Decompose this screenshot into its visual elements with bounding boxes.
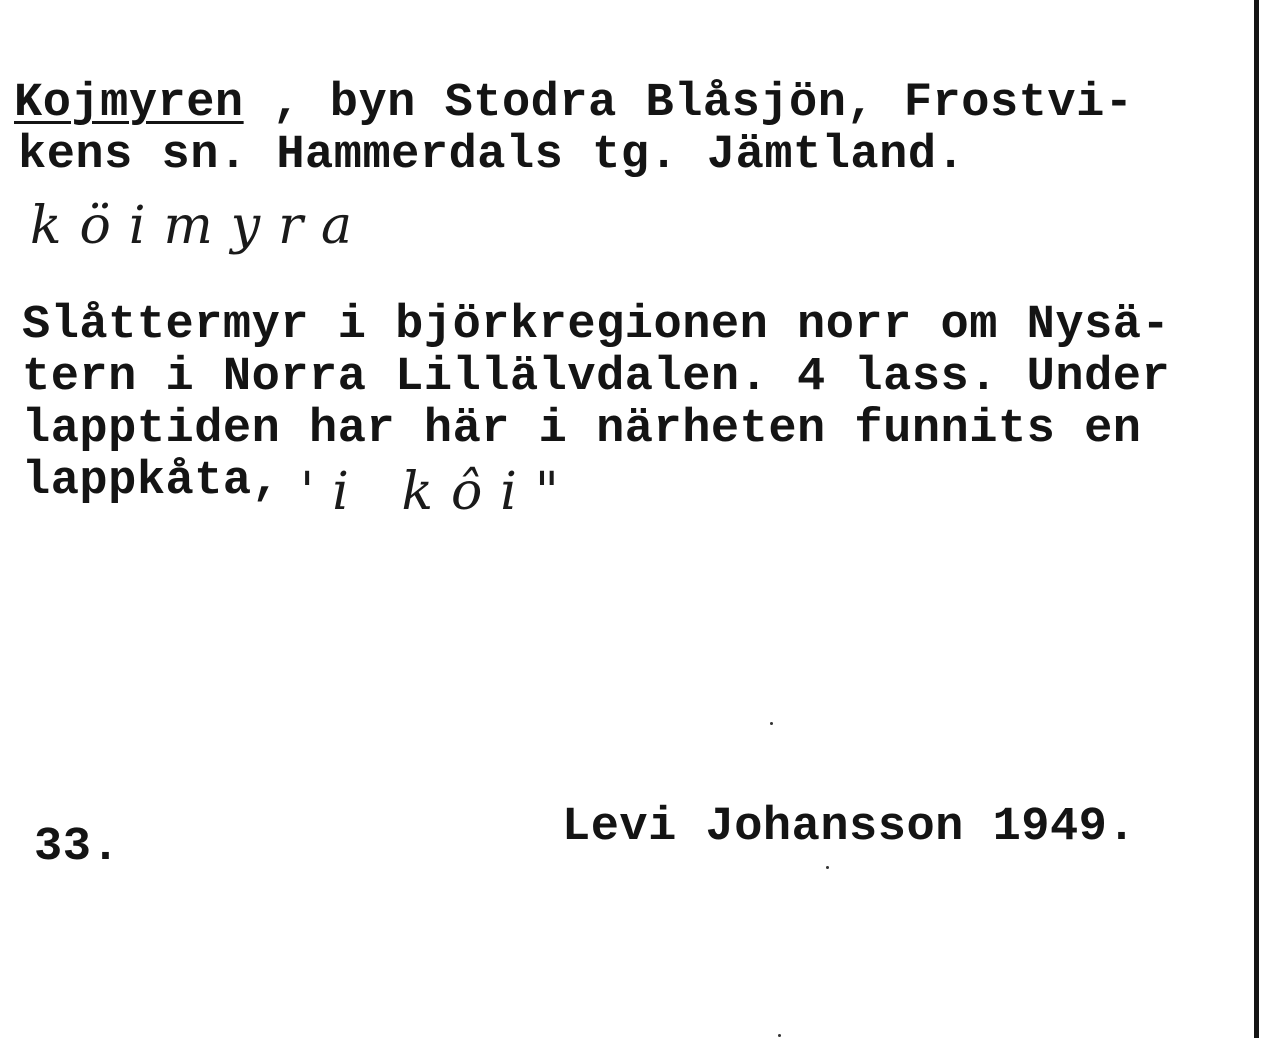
- scan-speck: [826, 866, 829, 869]
- description-line-1: Slåttermyr i björkregionen norr om Nysä-: [22, 299, 1171, 352]
- scan-speck: [778, 1034, 781, 1037]
- heading-location: , byn Stodra Blåsjön, Frostvi-: [243, 77, 1134, 130]
- card-edge-border: [1254, 0, 1259, 1038]
- handwritten-quote: 'i kôi": [300, 462, 577, 522]
- place-name: Kojmyren: [14, 77, 244, 130]
- card-number: 33.: [34, 821, 121, 874]
- scan-speck: [770, 722, 773, 725]
- heading-line-2: kens sn. Hammerdals tg. Jämtland.: [18, 129, 966, 182]
- heading-line-1: [14, 78, 1133, 130]
- author-and-year: Levi Johansson 1949.: [562, 801, 1137, 854]
- description-line-2: tern i Norra Lillälvdalen. 4 lass. Under: [22, 351, 1171, 404]
- description-line-4: lappkåta,: [22, 455, 281, 508]
- description-line-3: lapptiden har här i närheten funnits en: [22, 403, 1142, 456]
- handwritten-pronunciation: köimyra: [30, 196, 370, 256]
